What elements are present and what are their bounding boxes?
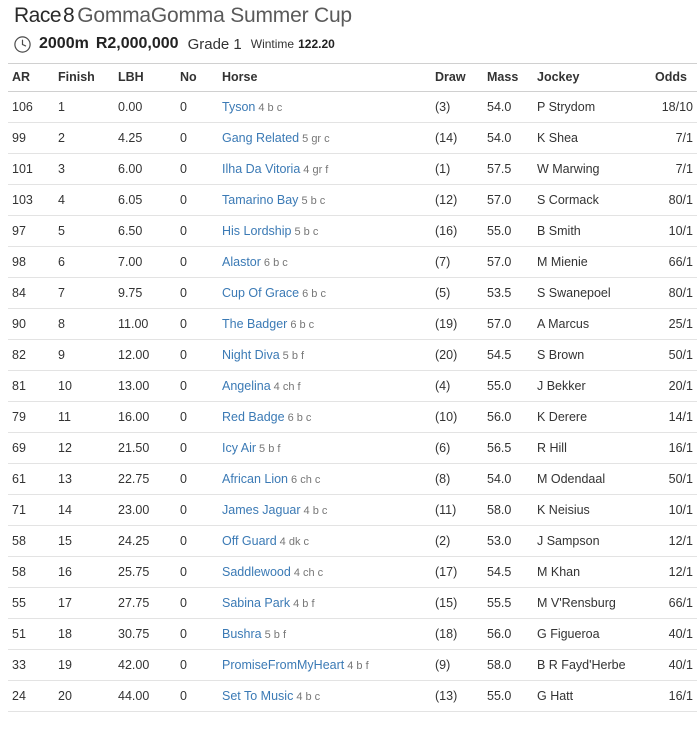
table-row: [8, 495, 697, 526]
cell-ar: 82: [8, 340, 54, 371]
race-grade: Grade 1: [187, 35, 242, 53]
cell-lbh: 27.75: [114, 588, 176, 619]
cell-horse: [218, 402, 431, 433]
cell-odds: 12/1: [651, 526, 697, 557]
cell-finish: 2: [54, 123, 114, 154]
cell-horse: [218, 526, 431, 557]
cell-lbh: 16.00: [114, 402, 176, 433]
cell-finish: 6: [54, 247, 114, 278]
cell-ar: 33: [8, 650, 54, 681]
cell-odds: 25/1: [651, 309, 697, 340]
cell-jockey: K Derere: [533, 402, 651, 433]
cell-mass: 54.0: [483, 92, 533, 123]
cell-jockey: G Hatt: [533, 681, 651, 712]
cell-jockey: S Cormack: [533, 185, 651, 216]
horse-link[interactable]: Tamarino Bay: [222, 193, 299, 207]
cell-no: 0: [176, 371, 218, 402]
cell-horse: [218, 216, 431, 247]
horse-detail: 4 b f: [347, 660, 369, 672]
cell-finish: 15: [54, 526, 114, 557]
cell-mass: 54.5: [483, 557, 533, 588]
cell-ar: 58: [8, 557, 54, 588]
cell-lbh: 13.00: [114, 371, 176, 402]
horse-detail: 4 ch f: [273, 381, 301, 393]
cell-lbh: 7.00: [114, 247, 176, 278]
table-header: [8, 64, 697, 92]
cell-horse: [218, 681, 431, 712]
cell-no: 0: [176, 154, 218, 185]
cell-finish: 1: [54, 92, 114, 123]
cell-mass: 56.0: [483, 619, 533, 650]
cell-mass: 55.0: [483, 371, 533, 402]
table-row: [8, 588, 697, 619]
cell-mass: 53.5: [483, 278, 533, 309]
cell-ar: 55: [8, 588, 54, 619]
horse-link[interactable]: Alastor: [222, 255, 261, 269]
horse-detail: 4 b c: [303, 505, 328, 517]
cell-lbh: 22.75: [114, 464, 176, 495]
horse-detail: 5 b f: [282, 350, 305, 362]
cell-no: 0: [176, 526, 218, 557]
horse-link[interactable]: Set To Music: [222, 689, 294, 703]
cell-finish: 4: [54, 185, 114, 216]
cell-jockey: M V'Rensburg: [533, 588, 651, 619]
cell-odds: 12/1: [651, 557, 697, 588]
cell-jockey: K Neisius: [533, 495, 651, 526]
horse-link[interactable]: Ilha Da Vitoria: [222, 162, 301, 176]
cell-draw: (17): [431, 557, 483, 588]
horse-detail: 6 b c: [302, 288, 326, 300]
cell-odds: 10/1: [651, 495, 697, 526]
cell-mass: 55.5: [483, 588, 533, 619]
cell-jockey: K Shea: [533, 123, 651, 154]
cell-mass: 56.0: [483, 402, 533, 433]
cell-odds: 14/1: [651, 402, 697, 433]
horse-link[interactable]: Off Guard: [222, 534, 277, 548]
race-distance: 2000m: [39, 35, 89, 52]
wintime-label: Wintime: [250, 37, 295, 51]
cell-ar: 101: [8, 154, 54, 185]
horse-link[interactable]: PromiseFromMyHeart: [222, 658, 345, 672]
horse-detail: 5 b f: [264, 629, 287, 641]
table-row: [8, 247, 697, 278]
race-label: Race: [14, 4, 62, 27]
cell-horse: [218, 154, 431, 185]
cell-horse: [218, 371, 431, 402]
cell-ar: 99: [8, 123, 54, 154]
table-row: [8, 681, 697, 712]
cell-no: 0: [176, 247, 218, 278]
cell-ar: 69: [8, 433, 54, 464]
horse-detail: 4 gr f: [303, 164, 329, 176]
cell-horse: [218, 464, 431, 495]
cell-horse: [218, 309, 431, 340]
cell-draw: (4): [431, 371, 483, 402]
table-header-row: [8, 64, 697, 92]
cell-ar: 71: [8, 495, 54, 526]
runners-table: [8, 63, 697, 712]
cell-finish: 8: [54, 309, 114, 340]
cell-odds: 7/1: [651, 123, 697, 154]
cell-jockey: P Strydom: [533, 92, 651, 123]
cell-mass: 54.0: [483, 464, 533, 495]
race-header: [8, 0, 621, 30]
cell-odds: 20/1: [651, 371, 697, 402]
horse-detail: 4 b c: [258, 102, 283, 114]
cell-horse: [218, 92, 431, 123]
cell-finish: 18: [54, 619, 114, 650]
cell-draw: (13): [431, 681, 483, 712]
wintime-value: 122.20: [298, 37, 335, 51]
cell-horse: [218, 495, 431, 526]
cell-horse: [218, 185, 431, 216]
cell-horse: [218, 433, 431, 464]
cell-draw: (2): [431, 526, 483, 557]
cell-jockey: J Bekker: [533, 371, 651, 402]
cell-mass: 54.5: [483, 340, 533, 371]
cell-finish: 14: [54, 495, 114, 526]
cell-horse: [218, 619, 431, 650]
table-row: [8, 154, 697, 185]
cell-mass: 56.5: [483, 433, 533, 464]
horse-link[interactable]: Night Diva: [222, 348, 280, 362]
table-row: [8, 278, 697, 309]
cell-ar: 106: [8, 92, 54, 123]
cell-ar: 24: [8, 681, 54, 712]
cell-draw: (16): [431, 216, 483, 247]
cell-ar: 58: [8, 526, 54, 557]
horse-link[interactable]: African Lion: [222, 472, 289, 486]
cell-finish: 19: [54, 650, 114, 681]
cell-odds: 40/1: [651, 650, 697, 681]
table-row: [8, 433, 697, 464]
column-header-ar[interactable]: AR: [8, 64, 54, 92]
cell-odds: 80/1: [651, 185, 697, 216]
cell-draw: (7): [431, 247, 483, 278]
cell-lbh: 24.25: [114, 526, 176, 557]
cell-odds: 66/1: [651, 588, 697, 619]
cell-lbh: 23.00: [114, 495, 176, 526]
cell-mass: 57.0: [483, 309, 533, 340]
race-number: 8: [63, 4, 75, 27]
cell-draw: (11): [431, 495, 483, 526]
horse-link[interactable]: James Jaguar: [222, 503, 301, 517]
table-row: [8, 123, 697, 154]
cell-odds: 7/1: [651, 154, 697, 185]
cell-draw: (6): [431, 433, 483, 464]
cell-finish: 10: [54, 371, 114, 402]
cell-draw: (10): [431, 402, 483, 433]
cell-ar: 90: [8, 309, 54, 340]
cell-no: 0: [176, 278, 218, 309]
horse-detail: 6 b c: [287, 412, 312, 424]
column-header-mass[interactable]: Mass: [483, 64, 533, 92]
cell-lbh: 44.00: [114, 681, 176, 712]
cell-lbh: 12.00: [114, 340, 176, 371]
cell-mass: 57.0: [483, 247, 533, 278]
cell-mass: 53.0: [483, 526, 533, 557]
cell-no: 0: [176, 340, 218, 371]
cell-horse: [218, 278, 431, 309]
cell-lbh: 21.50: [114, 433, 176, 464]
cell-no: 0: [176, 309, 218, 340]
cell-no: 0: [176, 650, 218, 681]
cell-draw: (18): [431, 619, 483, 650]
cell-jockey: G Figueroa: [533, 619, 651, 650]
cell-ar: 79: [8, 402, 54, 433]
cell-mass: 55.0: [483, 681, 533, 712]
cell-no: 0: [176, 185, 218, 216]
cell-lbh: 6.00: [114, 154, 176, 185]
cell-lbh: 30.75: [114, 619, 176, 650]
cell-odds: 16/1: [651, 433, 697, 464]
cell-finish: 16: [54, 557, 114, 588]
cell-mass: 54.0: [483, 123, 533, 154]
clock-icon: [14, 36, 31, 53]
cell-ar: 61: [8, 464, 54, 495]
cell-mass: 58.0: [483, 650, 533, 681]
horse-link[interactable]: Bushra: [222, 627, 262, 641]
cell-odds: 10/1: [651, 216, 697, 247]
cell-no: 0: [176, 495, 218, 526]
horse-detail: 5 b c: [301, 195, 326, 207]
cell-draw: (20): [431, 340, 483, 371]
cell-finish: 11: [54, 402, 114, 433]
horse-link[interactable]: Red Badge: [222, 410, 285, 424]
cell-jockey: M Odendaal: [533, 464, 651, 495]
cell-jockey: B R Fayd'Herbe: [533, 650, 651, 681]
table-row: [8, 526, 697, 557]
cell-no: 0: [176, 464, 218, 495]
race-stake: R2,000,000: [95, 35, 179, 52]
cell-mass: 57.5: [483, 154, 533, 185]
table-row: [8, 650, 697, 681]
table-row: [8, 309, 697, 340]
column-header-horse[interactable]: Horse: [218, 64, 431, 92]
cell-horse: [218, 247, 431, 278]
horse-detail: 6 ch c: [291, 474, 321, 486]
cell-ar: 98: [8, 247, 54, 278]
horse-link[interactable]: Icy Air: [222, 441, 257, 455]
cell-ar: 97: [8, 216, 54, 247]
cell-horse: [218, 340, 431, 371]
cell-odds: 50/1: [651, 340, 697, 371]
horse-detail: 4 ch c: [293, 567, 324, 579]
cell-lbh: 25.75: [114, 557, 176, 588]
cell-no: 0: [176, 92, 218, 123]
cell-jockey: J Sampson: [533, 526, 651, 557]
cell-ar: 51: [8, 619, 54, 650]
cell-finish: 9: [54, 340, 114, 371]
cell-draw: (9): [431, 650, 483, 681]
horse-link[interactable]: Gang Related: [222, 131, 300, 145]
cell-jockey: S Swanepoel: [533, 278, 651, 309]
horse-link[interactable]: Angelina: [222, 379, 271, 393]
cell-horse: [218, 123, 431, 154]
horse-detail: 4 b f: [293, 598, 315, 610]
cell-no: 0: [176, 588, 218, 619]
horse-detail: 6 b c: [263, 257, 288, 269]
cell-no: 0: [176, 216, 218, 247]
cell-finish: 12: [54, 433, 114, 464]
horse-detail: 5 b f: [259, 443, 281, 455]
cell-draw: (5): [431, 278, 483, 309]
horse-link[interactable]: Cup Of Grace: [222, 286, 300, 300]
column-header-odds[interactable]: Odds: [651, 64, 697, 92]
table-row: [8, 464, 697, 495]
cell-lbh: 4.25: [114, 123, 176, 154]
cell-odds: 80/1: [651, 278, 697, 309]
cell-draw: (19): [431, 309, 483, 340]
horse-link[interactable]: Tyson: [222, 100, 256, 114]
column-header-lbh[interactable]: LBH: [114, 64, 176, 92]
cell-jockey: A Marcus: [533, 309, 651, 340]
cell-jockey: M Khan: [533, 557, 651, 588]
race-subheader: [8, 30, 621, 63]
cell-no: 0: [176, 123, 218, 154]
cell-finish: 5: [54, 216, 114, 247]
table-row: [8, 557, 697, 588]
cell-lbh: 0.00: [114, 92, 176, 123]
horse-detail: 4 b c: [296, 691, 321, 703]
cell-odds: 66/1: [651, 247, 697, 278]
cell-horse: [218, 588, 431, 619]
horse-link[interactable]: His Lordship: [222, 224, 292, 238]
cell-odds: 40/1: [651, 619, 697, 650]
column-header-jockey[interactable]: Jockey: [533, 64, 651, 92]
cell-lbh: 11.00: [114, 309, 176, 340]
cell-no: 0: [176, 433, 218, 464]
table-row: [8, 340, 697, 371]
cell-draw: (14): [431, 123, 483, 154]
horse-link[interactable]: Saddlewood: [222, 565, 291, 579]
column-header-finish[interactable]: Finish: [54, 64, 114, 92]
cell-draw: (15): [431, 588, 483, 619]
cell-mass: 58.0: [483, 495, 533, 526]
cell-no: 0: [176, 619, 218, 650]
table-row: [8, 92, 697, 123]
cell-draw: (3): [431, 92, 483, 123]
cell-lbh: 9.75: [114, 278, 176, 309]
cell-lbh: 6.50: [114, 216, 176, 247]
cell-no: 0: [176, 681, 218, 712]
horse-detail: 5 gr c: [302, 133, 330, 145]
table-row: [8, 185, 697, 216]
table-row: [8, 619, 697, 650]
cell-jockey: W Marwing: [533, 154, 651, 185]
cell-horse: [218, 557, 431, 588]
horse-link[interactable]: The Badger: [222, 317, 288, 331]
cell-jockey: S Brown: [533, 340, 651, 371]
table-row: [8, 402, 697, 433]
cell-horse: [218, 650, 431, 681]
cell-mass: 57.0: [483, 185, 533, 216]
table-row: [8, 216, 697, 247]
cell-ar: 103: [8, 185, 54, 216]
horse-detail: 5 b c: [294, 226, 319, 238]
race-title: GommaGomma Summer Cup: [77, 4, 352, 27]
horse-detail: 6 b c: [290, 319, 315, 331]
cell-finish: 3: [54, 154, 114, 185]
cell-jockey: B Smith: [533, 216, 651, 247]
cell-draw: (8): [431, 464, 483, 495]
cell-lbh: 42.00: [114, 650, 176, 681]
horse-link[interactable]: Sabina Park: [222, 596, 291, 610]
cell-finish: 7: [54, 278, 114, 309]
horse-detail: 4 dk c: [279, 536, 310, 548]
cell-draw: (12): [431, 185, 483, 216]
cell-draw: (1): [431, 154, 483, 185]
table-body: [8, 92, 697, 712]
cell-jockey: R Hill: [533, 433, 651, 464]
table-row: [8, 371, 697, 402]
cell-finish: 13: [54, 464, 114, 495]
column-header-no[interactable]: No: [176, 64, 218, 92]
cell-lbh: 6.05: [114, 185, 176, 216]
cell-no: 0: [176, 557, 218, 588]
cell-odds: 16/1: [651, 681, 697, 712]
column-header-draw[interactable]: Draw: [431, 64, 483, 92]
cell-jockey: M Mienie: [533, 247, 651, 278]
cell-ar: 81: [8, 371, 54, 402]
cell-odds: 18/10: [651, 92, 697, 123]
cell-odds: 50/1: [651, 464, 697, 495]
cell-mass: 55.0: [483, 216, 533, 247]
cell-finish: 17: [54, 588, 114, 619]
cell-ar: 84: [8, 278, 54, 309]
cell-no: 0: [176, 402, 218, 433]
cell-finish: 20: [54, 681, 114, 712]
